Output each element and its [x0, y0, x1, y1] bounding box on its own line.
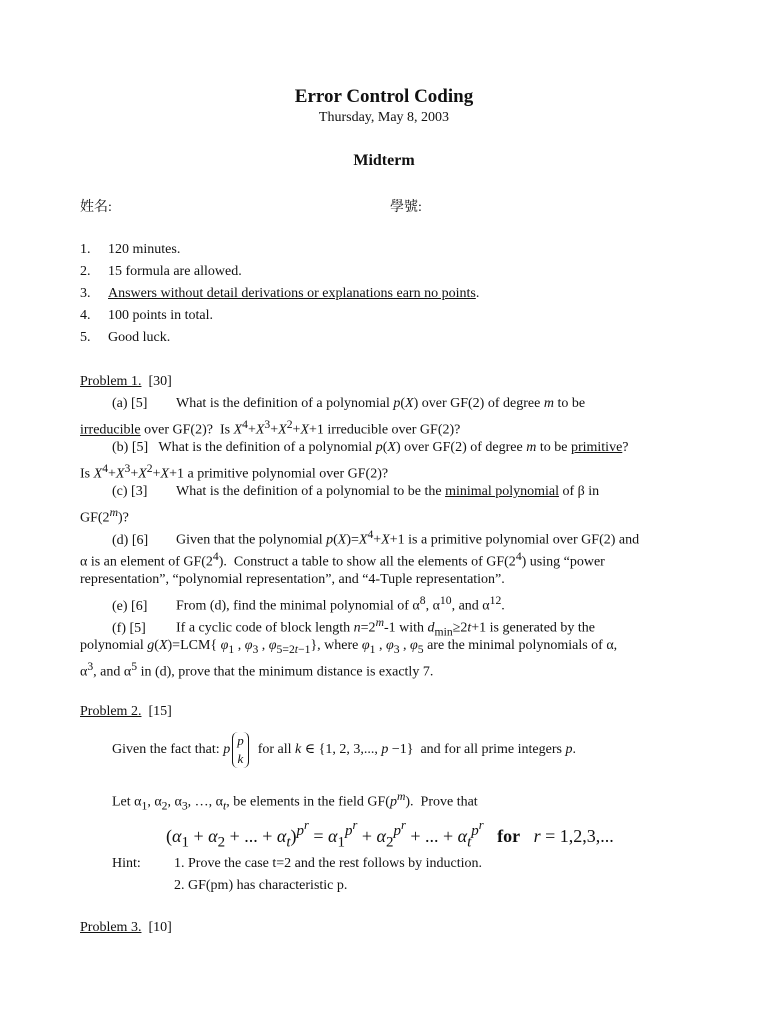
problem-1b-cont: Is $X^4+X^3+X^2+X+1$ a primitive polynomial over GF(2)?	[80, 462, 389, 482]
problem-2-equation: ($\alpha_1 + \alpha_2$ + ... + $\alpha_t)^{p^r} = \alpha_1^{p^r} + \alpha_2^{p^r}$ + ... + $\alpha_t^{p^r}$ for r = 1,2,3,...	[166, 818, 614, 851]
problem-2-let: Let $\alpha_1$, $\alpha_2$, $\alpha_3$, …, $\alpha_t$, be elements in the field $GF(p^m)$. Prove that	[112, 790, 478, 813]
problem-2-hint-label: Hint:	[112, 856, 141, 871]
student-id-label: 學號:	[390, 200, 422, 215]
problem-2-hint-1: 1. Prove the case t=2 and the rest follows by induction.	[174, 856, 483, 871]
problem-2-heading: Problem 2. [15]	[80, 704, 172, 719]
problem-1f: (f) [5] If a cyclic code of block length $n=2^m-1$ with $d_{min}\ge 2t+1$ is generated by the	[112, 616, 596, 639]
problem-2-hint-2: 2. GF(pm) has characteristic p.	[174, 878, 348, 893]
exam-type: Midterm	[353, 152, 415, 169]
problem-1b: (b) [5] What is the definition of a polynomial p(X) over GF(2) of degree m to be primitive?	[112, 440, 629, 455]
problem-1-heading: Problem 1. [30]	[80, 374, 172, 389]
problem-1a-cont: irreducible over GF(2)? Is $X^4+X^3+X^2+X+1$ irreducible over GF(2)?	[80, 418, 461, 438]
problem-1d: (d) [6] Given that the polynomial $p(X)=X^4+X+1$ is a primitive polynomial over GF(2) and	[112, 528, 640, 548]
problem-1f-cont2: $\alpha^3$, and $\alpha^5$ in (d), prove that the minimum distance is exactly 7.	[80, 660, 434, 680]
instruction-2: 2. 15 formula are allowed.	[80, 264, 242, 279]
problem-1c-cont: GF(2$^m$)?	[80, 506, 129, 526]
problem-2-given: Given the fact that: pp k for all k ∈ {1, 2, 3,..., p −1} and for all prime integers p.	[112, 733, 576, 766]
exam-title: Error Control Coding	[294, 86, 474, 107]
problem-1a: (a) [5] What is the definition of a polynomial p(X) over GF(2) of degree m to be	[112, 396, 586, 411]
instruction-3: 3. Answers without detail derivations or explanations earn no points.	[80, 286, 480, 301]
problem-1e: (e) [6] From (d), find the minimal polynomial of $\alpha^8$, $\alpha^{10}$, and $\alpha^{12}$.	[112, 594, 505, 614]
problem-1d-cont1: α is an element of $GF(2^4)$. Construct a table to show all the elements of $GF(2^4)$ using “power	[80, 550, 605, 570]
exam-date: Thursday, May 8, 2003	[318, 110, 450, 125]
problem-1f-cont1: polynomial g(X)=LCM{ $\varphi_1$ , $\varphi_3$ , $\varphi_{5=2t-1}$}, where $\varphi_1$ , $\varphi_3$ , $\varphi_5$ are the minimal polynomials of α,	[80, 638, 618, 656]
instruction-5: 5. Good luck.	[80, 330, 171, 345]
problem-1d-cont2: representation”, “polynomial representation”, and “4-Tuple representation”.	[80, 572, 505, 587]
name-label: 姓名:	[80, 200, 112, 215]
instruction-1: 1. 120 minutes.	[80, 242, 181, 257]
problem-3-heading: Problem 3. [10]	[80, 920, 172, 935]
problem-1c: (c) [3] What is the definition of a polynomial to be the minimal polynomial of β in	[112, 484, 600, 499]
instruction-4: 4. 100 points in total.	[80, 308, 213, 323]
